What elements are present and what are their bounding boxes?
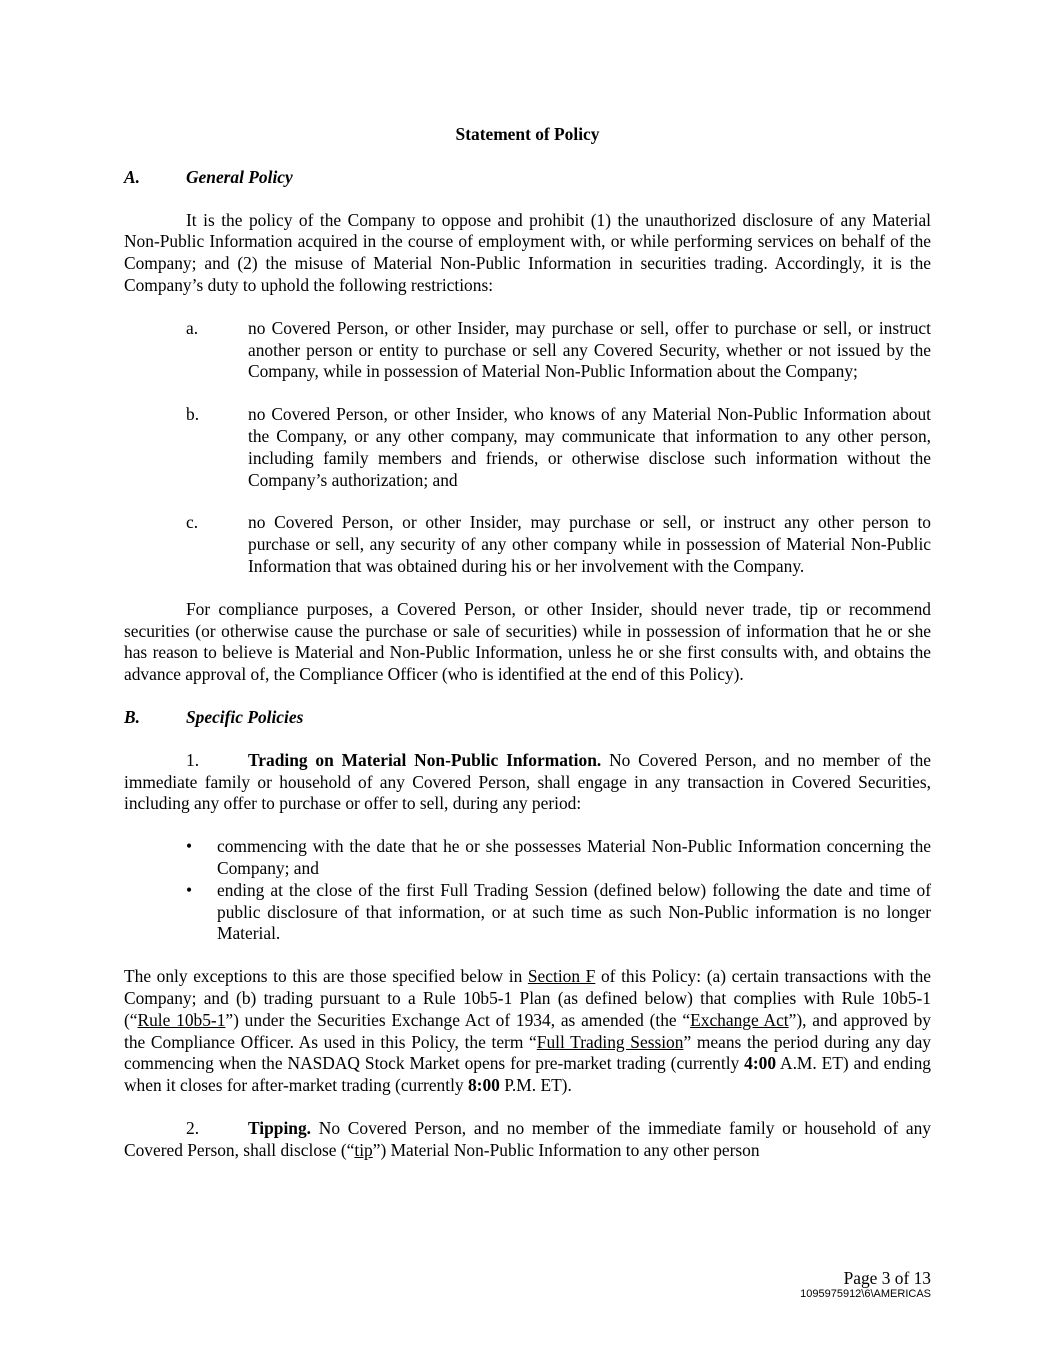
exceptions-paragraph: [124, 966, 931, 1097]
policy-1-number: 1.: [186, 749, 200, 770]
restriction-text: no Covered Person, or other Insider, may purchase or sell, or instruct any other person to purchase or sell, any security of any other company while in possession of Material Non-Public Information that was obtained during his or her involvement with the Company.: [248, 512, 931, 576]
rule-10b5-1-term: Rule 10b5-1: [137, 1009, 226, 1030]
restriction-item: [124, 318, 931, 383]
tip-term: tip: [354, 1139, 373, 1160]
open-time: 4:00: [744, 1053, 777, 1074]
page-title: Statement of Policy: [455, 124, 600, 144]
page-footer: [800, 1268, 931, 1301]
section-f-reference: Section F: [527, 966, 596, 987]
exceptions-text: A.M. ET) and ending when it closes for after-market trading (currently: [124, 1053, 931, 1096]
compliance-paragraph: For compliance purposes, a Covered Person, or other Insider, should never trade, tip or recommend securities (or otherwise cause the purchase or sale of securities) while in possession of information that he or she has reason to believe is Material and Non-Public Information, unless he or she first consults with, and obtains the advance approval of, the Compliance Officer (who is identified at the end of this Policy).: [124, 598, 931, 685]
bullet-text: ending at the close of the first Full Trading Session (defined below) following the date and time of public disclosure of that information, or at such time as such Non-Public information is no longer Material.: [217, 879, 931, 944]
bullet-icon: •: [186, 836, 193, 857]
document-body: [124, 124, 931, 1161]
section-b-heading: [124, 707, 931, 729]
close-time: 8:00: [467, 1075, 500, 1096]
bullet-item: [124, 880, 931, 945]
policy-2-paragraph: [124, 1118, 931, 1162]
policy-2-number: 2.: [186, 1117, 200, 1138]
bullet-item: [124, 836, 931, 880]
exceptions-text: of this Policy: (a) certain transactions with the Company; and (b) trading pursuant to a Rule 10b5-1 Plan (as defined below) that complies with Rule 10b5-1 (“: [124, 966, 932, 1030]
restriction-item: [124, 512, 931, 577]
section-a-heading: [124, 167, 931, 189]
intro-paragraph: It is the policy of the Company to oppose and prohibit (1) the unauthorized disclosure of any Material Non-Public Information acquired in the course of employment with, or while performing services on behalf of the Company; and (2) the misuse of Material Non-Public Information in securities trading. Accordingly, it is the Company’s duty to uphold the following restrictions:: [124, 209, 931, 295]
full-trading-session-term: Full Trading Session: [536, 1031, 684, 1052]
policy-1-heading: Trading on Material Non-Public Information.: [248, 749, 602, 770]
restriction-marker: a.: [186, 317, 199, 338]
policy-1-paragraph: [124, 750, 931, 815]
exceptions-text: The only exceptions to this are those specified below in: [124, 966, 528, 987]
exceptions-text: ”) under the Securities Exchange Act of 1934, as amended (the “: [225, 1009, 691, 1030]
restriction-text: no Covered Person, or other Insider, may purchase or sell, offer to purchase or sell, or instruct another person or entity to purchase or sell any Covered Security, whether or not issued by the Company, while in possession of Material Non-Public Information about the Company;: [248, 317, 931, 382]
page-number: Page 3 of 13: [843, 1268, 931, 1288]
exchange-act-term: Exchange Act: [690, 1009, 789, 1030]
restriction-marker: c.: [186, 512, 199, 533]
section-a-title: General Policy: [186, 166, 293, 187]
policy-2-heading: Tipping.: [248, 1117, 312, 1138]
section-b-title: Specific Policies: [186, 706, 304, 727]
exceptions-text: P.M. ET).: [499, 1075, 572, 1096]
section-b-letter: B.: [124, 706, 140, 727]
document-id: 1095975912\6\AMERICAS: [800, 1288, 931, 1300]
restriction-marker: b.: [186, 404, 200, 425]
bullet-icon: •: [186, 879, 193, 900]
restriction-text: no Covered Person, or other Insider, who knows of any Material Non-Public Information about the Company, or any other company, may communicate that information to any other person, including family members and friends, or otherwise disclose such information without the Company’s authorization; and: [248, 404, 931, 490]
exceptions-text: ”), and approved by the Compliance Officer. As used in this Policy, the term “: [124, 1009, 931, 1052]
policy-2-text: ”) Material Non-Public Information to any other person: [372, 1139, 760, 1160]
restriction-item: [124, 404, 931, 491]
policy-1-text: No Covered Person, and no member of the immediate family or household of any Covered Person, shall engage in any transaction in Covered Securities, including any offer to purchase or offer to sell, during any period:: [124, 749, 931, 814]
exceptions-text: ” means the period during any day commencing when the NASDAQ Stock Market opens for pre-market trading (currently: [124, 1031, 931, 1074]
bullet-text: commencing with the date that he or she possesses Material Non-Public Information concerning the Company; and: [217, 836, 931, 878]
policy-2-text: No Covered Person, and no member of the immediate family or household of any Covered Person, shall disclose (“: [124, 1117, 931, 1160]
section-a-letter: A.: [124, 166, 140, 187]
